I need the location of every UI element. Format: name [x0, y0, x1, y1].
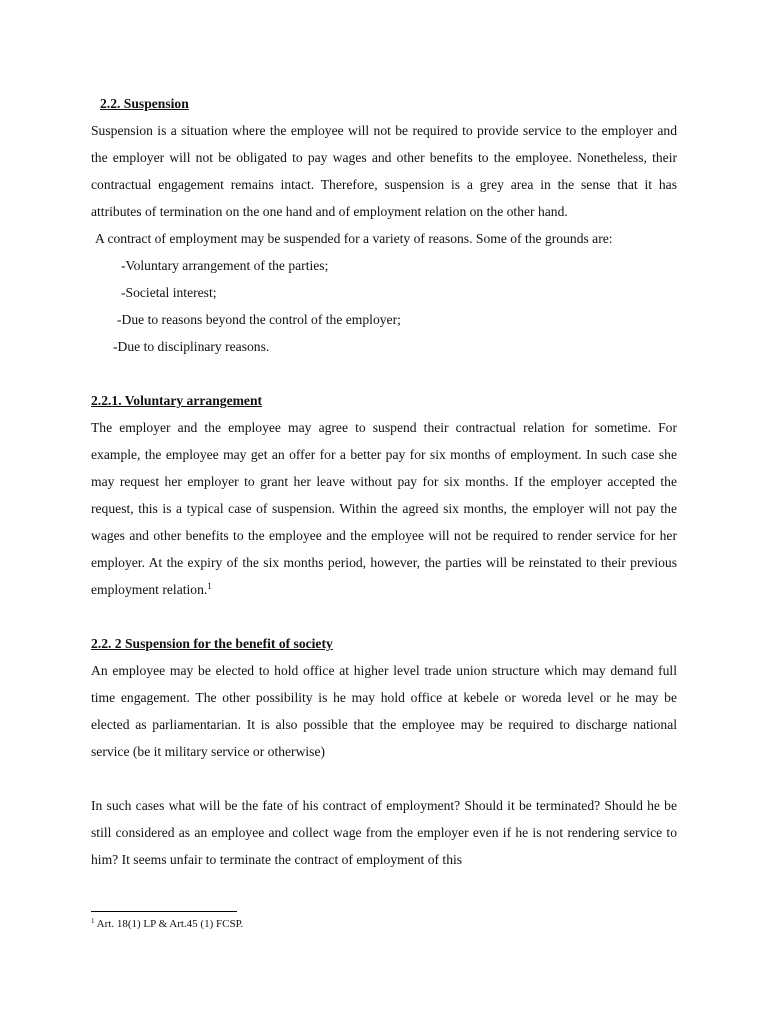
section-heading-suspension: 2.2. Suspension — [100, 96, 189, 111]
footnote — [91, 917, 243, 931]
document-page — [91, 90, 677, 873]
footnote-separator — [91, 911, 237, 912]
paragraph-fate-of-contract: In such cases what will be the fate of his contract of employment? Should it be terminated? Should he be still considered as an employee and collect wage from the employer even if he is not rendering service to him? It seems unfair to terminate the contract of employment of this — [91, 798, 677, 867]
section-heading-voluntary: 2.2.1. Voluntary arrangement — [91, 393, 263, 408]
paragraph-voluntary-text: The employer and the employee may agree to suspend their contractual relation for sometime. For example, the employee may get an offer for a better pay for six months of employment. In such case she may request her employer to grant her leave without pay for six months. If the employer accepted the request, this is a typical case of suspension. Within the agreed six months, the employer will not pay the wages and other benefits to the employee and the employee will not be required to render service for her employer. At the expiry of the six months period, however, the parties will be reinstated to their previous employment relation. — [91, 420, 677, 597]
list-intro: A contract of employment may be suspended for a variety of reasons. Some of the grounds are: — [95, 231, 613, 246]
paragraph-society: An employee may be elected to hold office at higher level trade union structure which may demand full time engagement. The other possibility is he may hold office at kebele or woreda level or he may be elected as parliamentarian. It is also possible that the employee may be required to discharge national service (be it military service or otherwise) — [91, 663, 677, 759]
section-heading-society: 2.2. 2 Suspension for the benefit of society — [91, 636, 333, 651]
footnote-reference[interactable]: 1 — [207, 581, 212, 591]
footnote-number: 1 — [91, 917, 95, 925]
footnote-text: Art. 18(1) LP & Art.45 (1) FCSP. — [96, 918, 244, 930]
list-item: -Due to reasons beyond the control of the employer; — [117, 312, 401, 327]
list-item: -Voluntary arrangement of the parties; — [121, 258, 329, 273]
paragraph-suspension-definition: Suspension is a situation where the employee will not be required to provide service to the employer and the employer will not be obligated to pay wages and other benefits to the employee. Nonetheless, their contractual engagement remains intact. Therefore, suspension is a grey area in the sense that it has attributes of termination on the one hand and of employment relation on the other hand. — [91, 123, 677, 219]
list-item: -Societal interest; — [121, 285, 217, 300]
list-item: -Due to disciplinary reasons. — [113, 339, 270, 354]
paragraph-voluntary — [91, 414, 677, 603]
